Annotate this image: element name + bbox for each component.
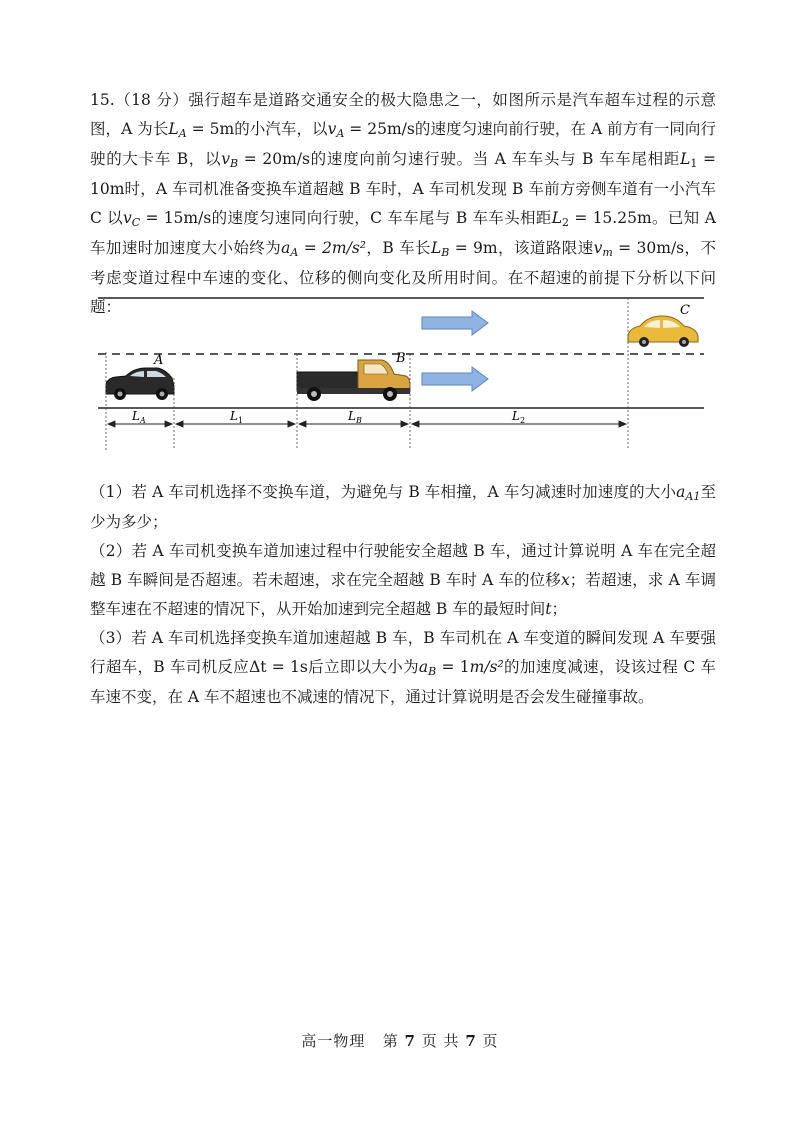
dim-label-lb: $L_B$ xyxy=(348,409,362,425)
car-c-icon xyxy=(628,316,698,347)
car-a-icon xyxy=(106,368,174,400)
problem-number: 15. xyxy=(90,91,115,109)
overtaking-diagram xyxy=(92,290,710,458)
label-car-c: C xyxy=(680,303,690,318)
math-la: LA = 5m xyxy=(168,120,235,140)
problem-text: 15.（18 分）强行超车是道路交通安全的极大隐患之一，如图所示是汽车超车过程的示意图，A 为长LA = 5m的小汽车，以vA = 25m/s的速度匀速向前行驶，在 A 前方有一同向行驶的大卡车 B，以vB = 20m/s的速度向前匀速行驶。当 A 车车头与 B 车车尾相距L1 = 10m时，A 车司机准备变换车道超越 B 车时，A 车司机发现 B 车前方旁侧车道有一小汽车 C 以vC = 15m/s的速度匀速同向行驶，C 车车尾与 B 车车头相距L2 = 15.25m。已知 A 车加速时加速度大小始终为aA = 2m/s²，B 车长LB = 9m，该道路限速vm = 30m/s，不考虑变道过程中车速的变化、位移的侧向变化及所用时间。在不超速的前提下分析以下问题： xyxy=(90,91,716,316)
footer-page-total: 7 xyxy=(465,1032,477,1050)
math-vb: vB = 20m/s xyxy=(221,150,310,170)
math-va: vA = 25m/s xyxy=(327,120,415,140)
math-l1: L1 = 10m xyxy=(90,150,716,198)
dim-label-l2: $L_2$ xyxy=(512,409,526,425)
math-l2: L2 = 15.25m xyxy=(551,209,652,229)
sub-questions xyxy=(90,478,716,712)
math-vc: vC = 15m/s xyxy=(122,209,212,229)
question-2: （2）若 A 车司机变换车道加速过程中行驶能安全超越 B 车，通过计算说明 A 车在完全超越 B 车瞬间是否超速。若未超速，求在完全超越 B 车时 A 车的位移x；若超速，求 A 车调整车速在不超速的情况下，从开始加速到完全超越 B 车的最短时间t； xyxy=(90,542,716,618)
math-aa: aA = 2m/s² xyxy=(281,239,366,259)
math-lb: LB = 9m xyxy=(430,239,498,259)
direction-arrow-icon xyxy=(422,367,488,391)
question-1: （1）若 A 车司机选择不变换车道，为避免与 B 车相撞，A 车匀减速时加速度的大小aA1至少为多少； xyxy=(90,483,716,531)
page-footer: 高一物理 第 7 页 共 7 页 xyxy=(301,1032,499,1050)
footer-subject: 高一物理 xyxy=(301,1032,366,1050)
direction-arrow-icon xyxy=(422,311,488,335)
math-vm: vm = 30m/s xyxy=(593,239,685,259)
problem-statement xyxy=(90,86,716,322)
label-truck-b: B xyxy=(396,351,406,366)
dimension-arrows xyxy=(108,421,626,427)
dim-label-l1: $L_1$ xyxy=(230,409,244,425)
dim-label-la: $L_A$ xyxy=(132,409,146,425)
footer-page-number: 7 xyxy=(404,1032,416,1050)
label-car-a: A xyxy=(154,353,164,368)
truck-b-icon xyxy=(297,360,410,401)
question-3: （3）若 A 车司机选择变换车道加速超越 B 车，B 车司机在 A 车变道的瞬间发现 A 车要强行超车，B 车司机反应Δt = 1s后立即以大小为aB = 1m/s²的加速度减速，设该过程 C 车车速不变，在 A 车不超速也不减速的情况下，通过计算说明是否会发生碰撞事故。 xyxy=(90,629,716,706)
problem-score: （18 分） xyxy=(114,91,189,109)
